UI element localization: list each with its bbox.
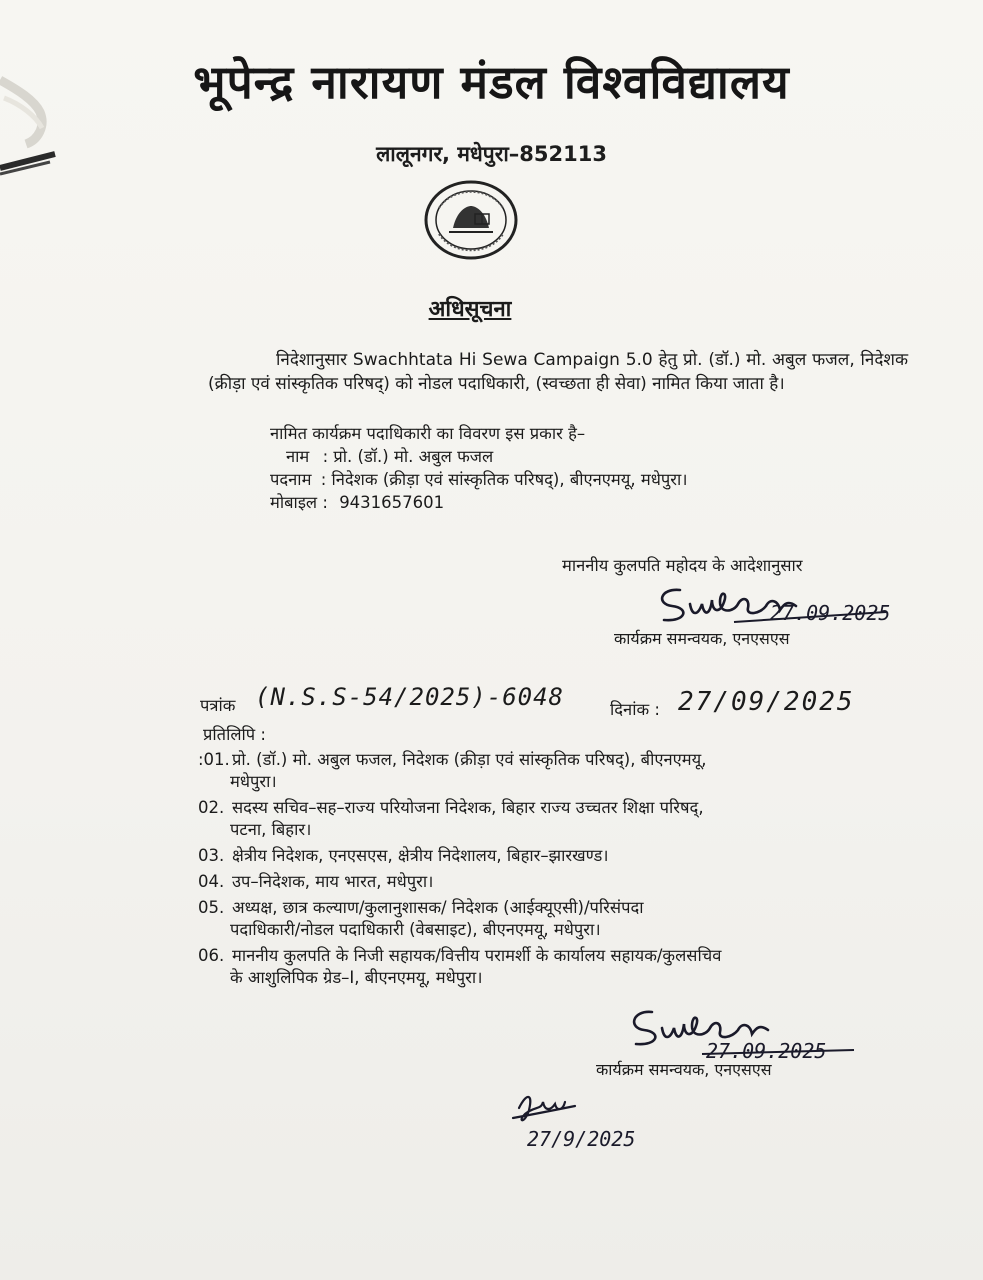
designation-label: पदनाम [270, 470, 312, 489]
copy-text-cont: के आशुलिपिक ग्रेड–I, बीएनएमयू, मधेपुरा। [230, 968, 483, 987]
name-value: : प्रो. (डॉ.) मो. अबुल फजल [322, 447, 494, 466]
copy-item [198, 945, 888, 989]
university-address: लालूनगर, मधेपुरा–852113 [376, 142, 607, 166]
copy-text-cont: पदाधिकारी/नोडल पदाधिकारी (वेबसाइट), बीएनएमयू, मधेपुरा। [230, 920, 601, 939]
date-label: दिनांक : [610, 700, 660, 719]
letter-label: पत्रांक [200, 696, 236, 715]
handwritten-initials [505, 1088, 655, 1156]
officer-details [270, 422, 688, 514]
copy-text: माननीय कुलपति के निजी सहायक/वित्तीय परामर्शी के कार्यालय सहायक/कुलसचिव [232, 946, 722, 965]
reference-line [200, 683, 900, 723]
signature-date-2: 27.09.2025 [706, 1039, 827, 1063]
copy-number: 02. [198, 798, 225, 817]
copy-number: 03. [198, 846, 225, 865]
copy-item [198, 797, 888, 841]
date-value: 27/09/2025 [678, 687, 855, 717]
officer-name-row [270, 445, 688, 468]
copy-text-cont: पटना, बिहार। [230, 820, 312, 839]
copy-text: अध्यक्ष, छात्र कल्याण/कुलानुशासक/ निदेशक (आईक्यूएसी)/परिसंपदा [232, 898, 644, 917]
copy-text: क्षेत्रीय निदेशक, एनएसएस, क्षेत्रीय निदेशालय, बिहार–झारखण्ड। [232, 846, 609, 865]
name-label: नाम [286, 447, 310, 466]
copy-number: 04. [198, 872, 225, 891]
notice-paragraph [208, 348, 908, 396]
signature-date-1: 27.09.2025 [770, 601, 890, 625]
designation-value: : निदेशक (क्रीड़ा एवं सांस्कृतिक परिषद्), बीएनएमयू, मधेपुरा। [320, 470, 688, 489]
initials-date: 27/9/2025 [527, 1127, 636, 1151]
copy-text: उप–निदेशक, माय भारत, मधेपुरा। [232, 872, 434, 891]
copy-item [198, 897, 888, 941]
copy-item [198, 871, 888, 893]
copy-number: 05. [198, 898, 225, 917]
mobile-label: मोबाइल : [270, 493, 328, 512]
copy-label: प्रतिलिपि : [203, 725, 266, 744]
notice-heading: अधिसूचना [428, 297, 512, 322]
copy-number: :01. [198, 750, 230, 769]
university-name: भूपेन्द्र नारायण मंडल विश्वविद्यालय [193, 55, 790, 109]
details-intro: नामित कार्यक्रम पदाधिकारी का विवरण इस प्रकार है– [270, 424, 586, 443]
university-seal-logo [423, 180, 519, 260]
mobile-value: 9431657601 [339, 493, 445, 512]
signatory-title-1: कार्यक्रम समन्वयक, एनएसएस [614, 629, 790, 648]
authority-line: माननीय कुलपति महोदय के आदेशानुसार [562, 556, 803, 575]
copy-text-cont: मधेपुरा। [230, 772, 277, 791]
copy-list [198, 749, 888, 993]
officer-mobile-row [270, 491, 688, 514]
officer-designation-row [270, 468, 688, 491]
copy-item [198, 845, 888, 867]
signatory-title-2: कार्यक्रम समन्वयक, एनएसएस [596, 1060, 772, 1079]
copy-text: प्रो. (डॉ.) मो. अबुल फजल, निदेशक (क्रीड़ा एवं सांस्कृतिक परिषद्), बीएनएमयू, [232, 750, 707, 769]
letter-number: (N.S.S-54/2025)-6048 [255, 683, 564, 711]
copy-text: सदस्य सचिव–सह–राज्य परियोजना निदेशक, बिहार राज्य उच्चतर शिक्षा परिषद्, [232, 798, 704, 817]
notice-paragraph-text: निदेशानुसार Swachhtata Hi Sewa Campaign 5.0 हेतु प्रो. (डॉ.) मो. अबुल फजल, निदेशक (क्रीड़ा एवं सांस्कृतिक परिषद्) को नोडल पदाधिकारी, (स्वच्छता ही सेवा) नामित किया जाता है। [208, 350, 908, 394]
copy-number: 06. [198, 946, 225, 965]
copy-item [198, 749, 888, 793]
